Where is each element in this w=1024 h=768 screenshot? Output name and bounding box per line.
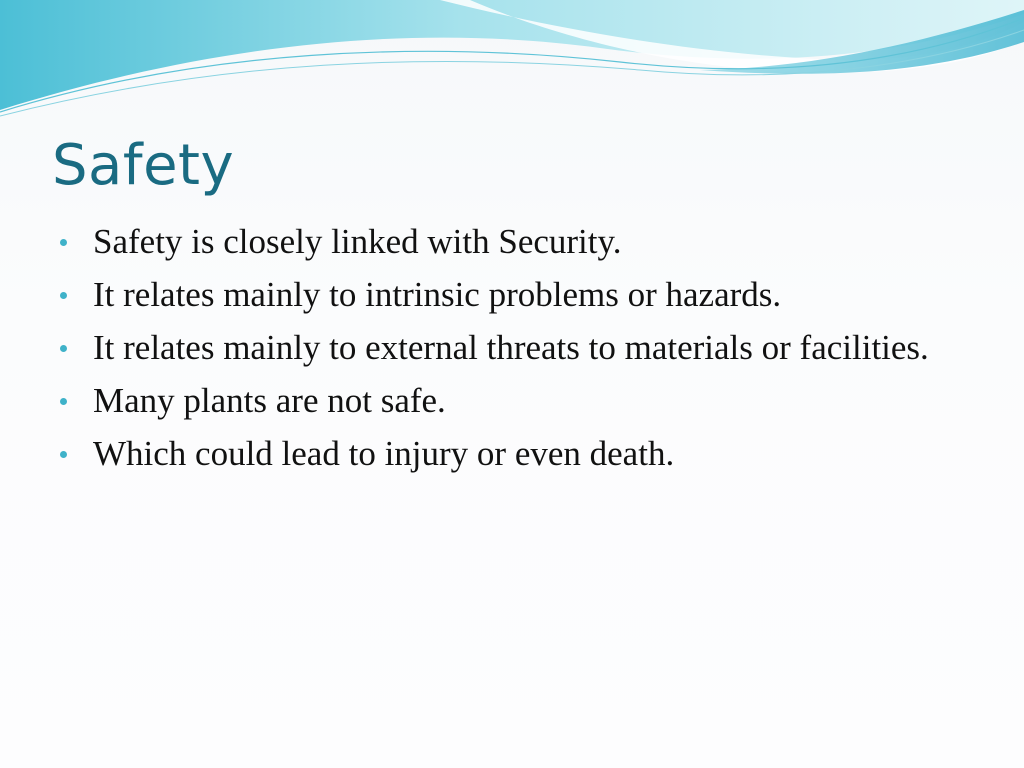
bullet-dot-icon (60, 292, 67, 299)
slide-title: Safety (52, 133, 235, 198)
list-item (58, 432, 958, 476)
bullet-text: It relates mainly to intrinsic problems or hazards. (93, 275, 782, 314)
bullet-text: Safety is closely linked with Security. (93, 222, 622, 261)
bullet-dot-icon (60, 345, 67, 352)
bullet-text: It relates mainly to external threats to materials or facilities. (93, 328, 929, 367)
bullet-dot-icon (60, 398, 67, 405)
bullet-text: Which could lead to injury or even death. (93, 434, 675, 473)
header-wave-decoration (0, 0, 1024, 130)
list-item (58, 220, 958, 264)
list-item (58, 326, 958, 370)
bullet-dot-icon (60, 239, 67, 246)
bullet-dot-icon (60, 451, 67, 458)
list-item (58, 379, 958, 423)
bullet-list (58, 220, 958, 485)
bullet-text: Many plants are not safe. (93, 381, 446, 420)
list-item (58, 273, 958, 317)
